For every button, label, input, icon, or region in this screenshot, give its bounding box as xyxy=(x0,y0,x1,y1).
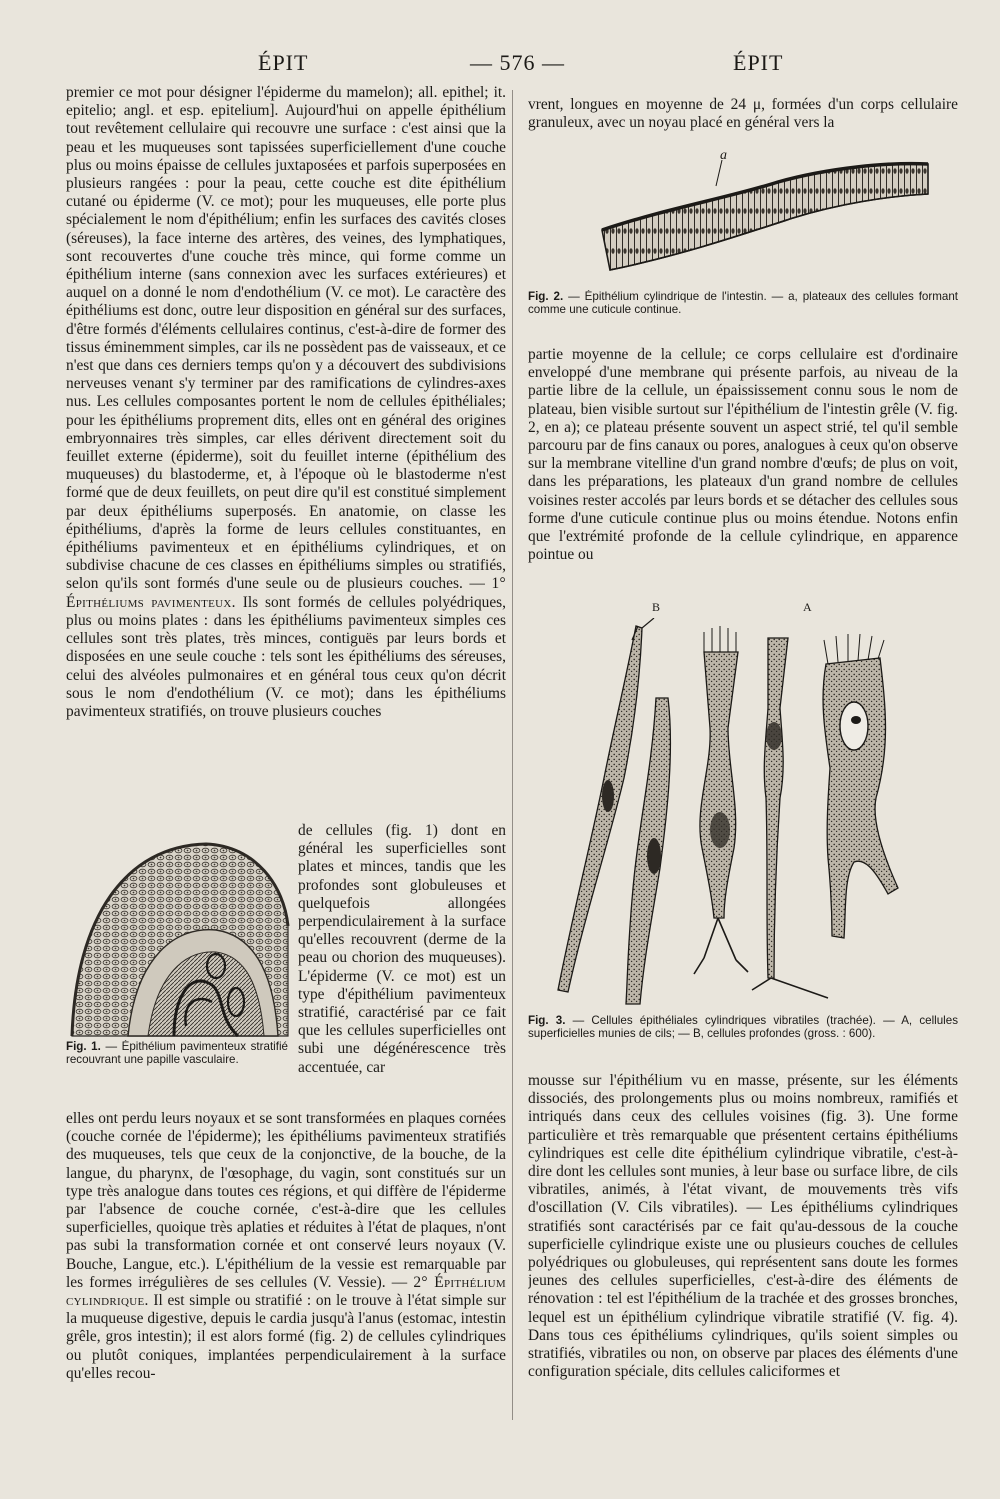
figure-1-caption: Fig. 1. — Épithélium pavimenteux stratifié recouvrant une papille vasculaire. xyxy=(66,1040,288,1067)
figure-label: Fig. 1. xyxy=(66,1040,101,1053)
page-number: — 576 — xyxy=(470,50,565,75)
figure-label: Fig. 2. xyxy=(528,290,564,303)
paragraph: vrent, longues en moyenne de 24 μ, formées d'un corps cellulaire granuleux, avec un noyau placé en général vers la xyxy=(528,96,958,132)
figure-1-illustration xyxy=(66,826,290,1038)
section-heading: 2° Épithélium cylindrique. xyxy=(66,1273,506,1310)
paragraph: de cellules (fig. 1) dont en général les superficielles sont plates et minces, tandis que les profondes sont globuleuses et quelquefois allongées perpendiculairement à la surface qu'elles recouvrent (derme de la peau ou chorion des muqueuses). L'épiderme (V. ce mot) est un type d'épithélium pavimenteux stratifié, caractérisé par ce fait que les cellules superficielles ont subi une dégénérescence très accentuée, car xyxy=(298,822,506,1076)
section-heading: 1° Épithéliums pavimenteux. xyxy=(66,575,506,611)
running-head-left: ÉPIT xyxy=(258,50,309,75)
left-column-text-bottom xyxy=(66,1110,506,1420)
figure-2-letter: a xyxy=(720,148,727,163)
paragraph: partie moyenne de la cellule; ce corps cellulaire est d'ordinaire enveloppé d'une membrane qui présente parfois, au niveau de la partie libre de la cellule, un épaississement connu sous le nom de plateau, bien visible surtout sur l'épithélium de l'intestin grêle (V. fig. 2, en a); ce plateau présente souvent un aspect strié, tel qu'il semble parcouru par de fins canaux ou pores, analogues à ceux qu'on observe sur la membrane vitelline d'un grand nombre d'œufs; de plus on voit, dans les préparations, les plateaux d'un grand nombre de cellules voisines rester accolés par leurs bords et se détacher des cellules sous forme d'une cuticule continue plus ou moins étendue. Notons enfin que l'extrémité profonde de la cellule cylindrique, en apparence pointue ou xyxy=(528,346,958,564)
left-column-text-beside-figure xyxy=(298,822,506,1110)
figure-2-illustration xyxy=(598,160,930,276)
figure-2-caption: Fig. 2. — Épithélium cylindrique de l'intestin. — a, plateaux des cellules formant comme une cuticule continue. xyxy=(528,290,958,317)
right-column-text-top xyxy=(528,96,958,134)
running-head-right: ÉPIT xyxy=(733,50,784,75)
figure-3-illustration xyxy=(528,618,958,1010)
right-column-text-middle xyxy=(528,346,958,584)
paragraph: premier ce mot pour désigner l'épiderme du mamelon); all. epithel; it. epitelio; angl. et esp. epitelium]. Aujourd'hui on appelle épithélium tout revêtement cellulaire qui recouvre une surface : c'est ainsi que la peau et les muqueuses sont tapissées superficiellement d'une couche plus ou moins épaisse de cellules juxtaposées et parfois superposées en plusieurs rangées : pour la peau, cette couche est dite épithélium cutané ou épiderme (V. ce mot); pour les muqueuses, elle porte plus spécialement le nom d'épithélium; enfin les surfaces des cavités closes (séreuses), la face interne des artères, des veines, des lymphatiques, sont recouvertes d'une couche très mince, qui forme comme un épithélium interne (sans connexion avec les surfaces extérieures) et auquel on a donné le nom d'endothélium (V. ce mot). Le caractère des épithéliums est donc, outre leur disposition en général sur des surfaces, d'être formés d'éléments cellulaires continus, c'est-à-dire de former des tissus éminemment simples, car ils ne possèdent pas de vaisseaux, et ce n'est que dans ces derniers temps qu'on y a découvert des subdivisions nerveuses venant s'y terminer par des ramifications de cylindres-axes nus. Les cellules composantes portent le nom de cellules épithéliales; pour les épithéliums proprement dits, elles ont en général des origines embryonnaires très simples, car elles dérivent directement soit du feuillet externe (épiderme), soit du feuillet interne (épithélium des muqueuses) du blastoderme, et, à l'époque où le blastoderme n'est formé que de deux feuillets, on peut dire qu'il est constitué simplement par deux épithéliums superposés. En anatomie, on classe les épithéliums, d'après la forme de leurs cellules constituantes, en épithéliums pavimenteux et en épithéliums cylindriques, et on subdivise chacune de ces classes en épithéliums simples ou stratifiés, selon qu'ils sont formés d'une seule ou de plusieurs couches. — 1° Épithéliums pavimenteux. Ils sont formés de cellules polyédriques, plus ou moins plates : dans les épithéliums pavimenteux simples ces cellules sont très plates, très minces, contiguës par leurs bords et disposées en une seule couche : tels sont les épithéliums des séreuses, celui des alvéoles pulmonaires et en général tous ceux qu'on décrit sous le nom d'endothélium (V. ce mot); dans les épithéliums pavimenteux stratifiés, on trouve plusieurs couches xyxy=(66,84,506,720)
figure-3-letter-a: A xyxy=(803,600,812,614)
figure-3-caption: Fig. 3. — Cellules épithéliales cylindriques vibratiles (trachée). — A, cellules superficielles munies de cils; — B, cellules profondes (gross. : 600). xyxy=(528,1014,958,1041)
figure-3-letter-b: B xyxy=(652,600,661,614)
paragraph: mousse sur l'épithélium vu en masse, présente, sur les éléments dissociés, des prolongements plus ou moins nombreux, ramifiés et intriqués dans ceux des cellules voisines (fig. 3). Une forme particulière et très remarquable que présentent certains épithéliums cylindriques est celle dite épithélium cylindrique vibratile, c'est-à-dire dont les cellules sont munies, à leur base ou surface libre, de cils vibratiles, animés, à l'état vivant, de mouvements très vifs d'oscillation (V. Cils vibratiles). — Les épithéliums cylindriques stratifiés sont caractérisés par ce fait qu'au-dessous de la couche superficielle cylindrique existe une ou plusieurs couches de cellules polyédriques ou globuleuses, qui représentent sans doute les formes jeunes des cellules superficielles, c'est-à-dire des éléments de rénovation : tel est l'épithélium de la trachée et des grosses bronches, lequel est un épithélium cylindrique vibratile stratifié (V. fig. 4). Dans tous ces épithéliums cylindriques, qu'ils soient simples ou stratifiés, vibratiles ou non, on observe par places des éléments d'une configuration spéciale, dits cellules caliciformes et xyxy=(528,1072,958,1381)
right-column-text-bottom xyxy=(528,1072,958,1420)
left-column-text-top xyxy=(66,84,506,821)
column-divider xyxy=(512,90,513,1420)
figure-label: Fig. 3. xyxy=(528,1014,566,1027)
paragraph: elles ont perdu leurs noyaux et se sont transformées en plaques cornées (couche cornée de l'épiderme); les épithéliums pavimenteux stratifiés des muqueuses, tels que ceux de la conjonctive, de la bouche, de la langue, du pharynx, de l'œsophage, du vagin, sont constitués sur un type très analogue dans toutes ces régions, et qui diffère de l'épiderme par l'absence de couche cornée, c'est-à-dire que les cellules superficielles, quoique très aplaties et réduites à l'état de plaques, n'ont pas subi la transformation cornée et ont conservé leurs noyaux (V. Bouche, Langue, etc.). L'épithélium de la vessie est remarquable par les formes irrégulières de ses cellules (V. Vessie). — 2° Épithélium cylindrique. Il est simple ou stratifié : on le trouve à l'état simple sur la muqueuse digestive, depuis le cardia jusqu'à l'anus (estomac, intestin grêle, gros intestin); il est alors formé (fig. 2) de cellules cylindriques ou plutôt coniques, implantées perpendiculairement à la surface qu'elles recou- xyxy=(66,1110,506,1382)
